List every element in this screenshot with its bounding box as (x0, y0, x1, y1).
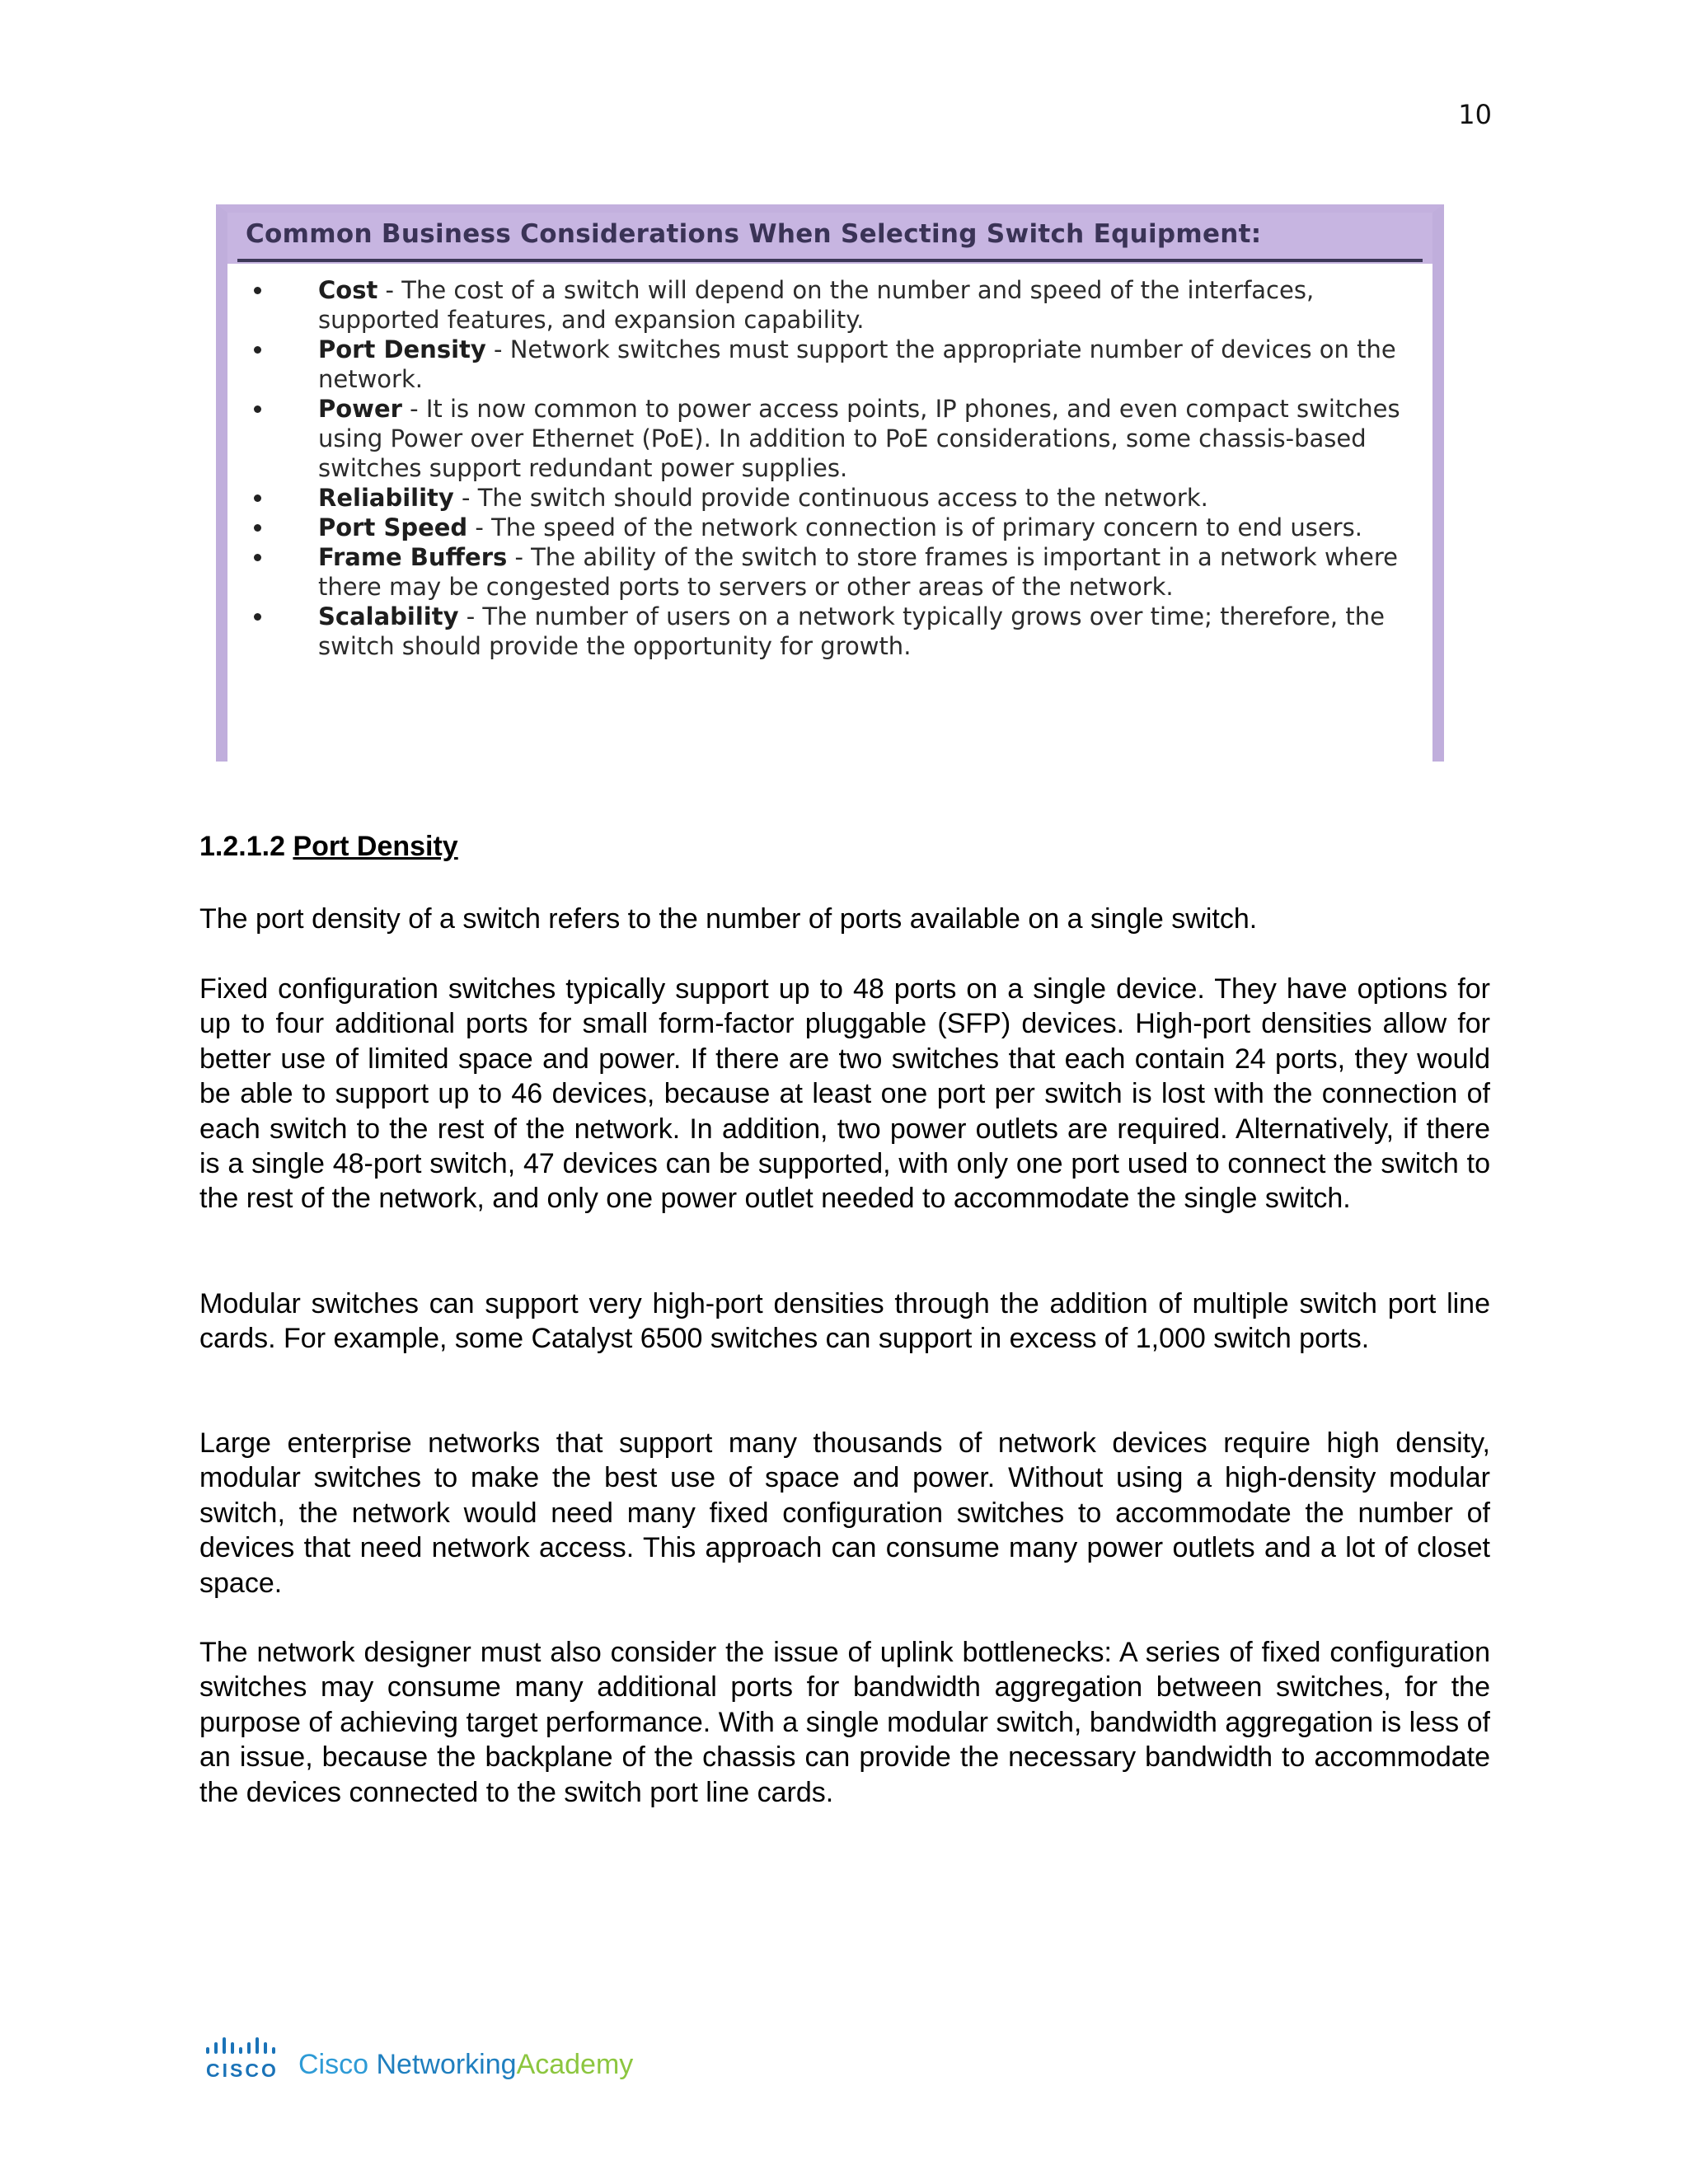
paragraph: The network designer must also consider the issue of uplink bottlenecks: A series of fixed configuration switches may consume many additional ports for bandwidth aggregation between switches, for the purpose of achieving target performance. With a single modular switch, bandwidth aggregation is less of an issue, because the backplane of the chassis can provide the necessary bandwidth to accommodate the devices connected to the switch port line cards. (199, 1637, 1490, 1808)
page-number: 10 (1458, 99, 1492, 130)
paragraph: The port density of a switch refers to the number of ports available on a single switch. (199, 903, 1258, 935)
item-term: Scalability (318, 602, 459, 630)
item-text: - It is now common to power access points, IP phones, and even compact switches using Power over Ethernet (PoE). In addition to PoE considerations, some chassis-based switches support redundant power supplies. (318, 395, 1400, 482)
paragraph: Large enterprise networks that support many thousands of network devices require high density, modular switches to make the best use of space and power. Without using a high-density modular switch, the network would need many fixed configuration switches to accommodate the number of devices that need network access. This approach can consume many power outlets and a lot of closet space. (199, 1427, 1490, 1599)
item-term: Port Density (318, 335, 486, 363)
item-text: - The switch should provide continuous access to the network. (453, 484, 1208, 512)
item-text: - Network switches must support the appropriate number of devices on the network. (318, 335, 1396, 393)
paragraph: Fixed configuration switches typically support up to 48 ports on a single device. They have options for up to four additional ports for small form-factor pluggable (SFP) devices. High-port densities allow for better use of limited space and power. If there are two switches that each contain 24 ports, they would be able to support up to 46 devices, because at least one port per switch is lost with the connection of each switch to the rest of the network. In addition, two power outlets are required. Alternatively, if there is a single 48-port switch, 47 devices can be supported, with only one port used to connect the switch to the rest of the network, and only one power outlet needed to accommodate the single switch. (199, 973, 1490, 1215)
header-rule (237, 259, 1423, 262)
section-title: Port Density (293, 831, 458, 862)
bullet-icon (254, 405, 261, 413)
item-term: Cost (318, 276, 378, 304)
list-item (227, 602, 1432, 661)
list-item (227, 483, 1432, 513)
logo-word: CISCO (206, 2060, 279, 2081)
brand-academy: Academy (516, 2049, 634, 2080)
section-number: 1.2.1.2 (199, 831, 285, 862)
considerations-box (216, 204, 1444, 762)
considerations-list (227, 275, 1432, 661)
list-item (227, 513, 1432, 542)
considerations-title: Common Business Considerations When Selecting Switch Equipment: (246, 219, 1262, 249)
bullet-icon (254, 346, 261, 354)
item-term: Reliability (318, 484, 454, 512)
brand-networking: Networking (376, 2049, 517, 2080)
list-item (227, 275, 1432, 335)
item-term: Frame Buffers (318, 543, 508, 571)
list-item (227, 394, 1432, 483)
considerations-header (227, 213, 1432, 264)
bullet-icon (254, 494, 261, 502)
item-text: - The ability of the switch to store frames is important in a network where there may be congested ports to servers or other areas of the network. (318, 543, 1399, 601)
item-text: - The number of users on a network typically grows over time; therefore, the switch should provide the opportunity for growth. (318, 602, 1385, 660)
item-term: Port Speed (318, 513, 468, 541)
footer-brand (298, 2049, 633, 2081)
brand-cisco: Cisco (298, 2049, 369, 2080)
bullet-icon (254, 613, 261, 621)
item-text: - The cost of a switch will depend on the number and speed of the interfaces, supported features, and expansion capability. (318, 276, 1315, 334)
list-item (227, 542, 1432, 602)
bullet-icon (254, 554, 261, 561)
item-term: Power (318, 395, 402, 423)
cisco-bridge-icon (204, 2036, 287, 2085)
list-item (227, 335, 1432, 394)
bullet-icon (254, 287, 261, 294)
section-heading (199, 831, 458, 863)
paragraph: Modular switches can support very high-port densities through the addition of multiple switch port line cards. For example, some Catalyst 6500 switches can support in excess of 1,000 switch ports. (199, 1288, 1490, 1355)
item-text: - The speed of the network connection is of primary concern to end users. (467, 513, 1362, 541)
cisco-logo (204, 2036, 287, 2089)
bullet-icon (254, 524, 261, 532)
